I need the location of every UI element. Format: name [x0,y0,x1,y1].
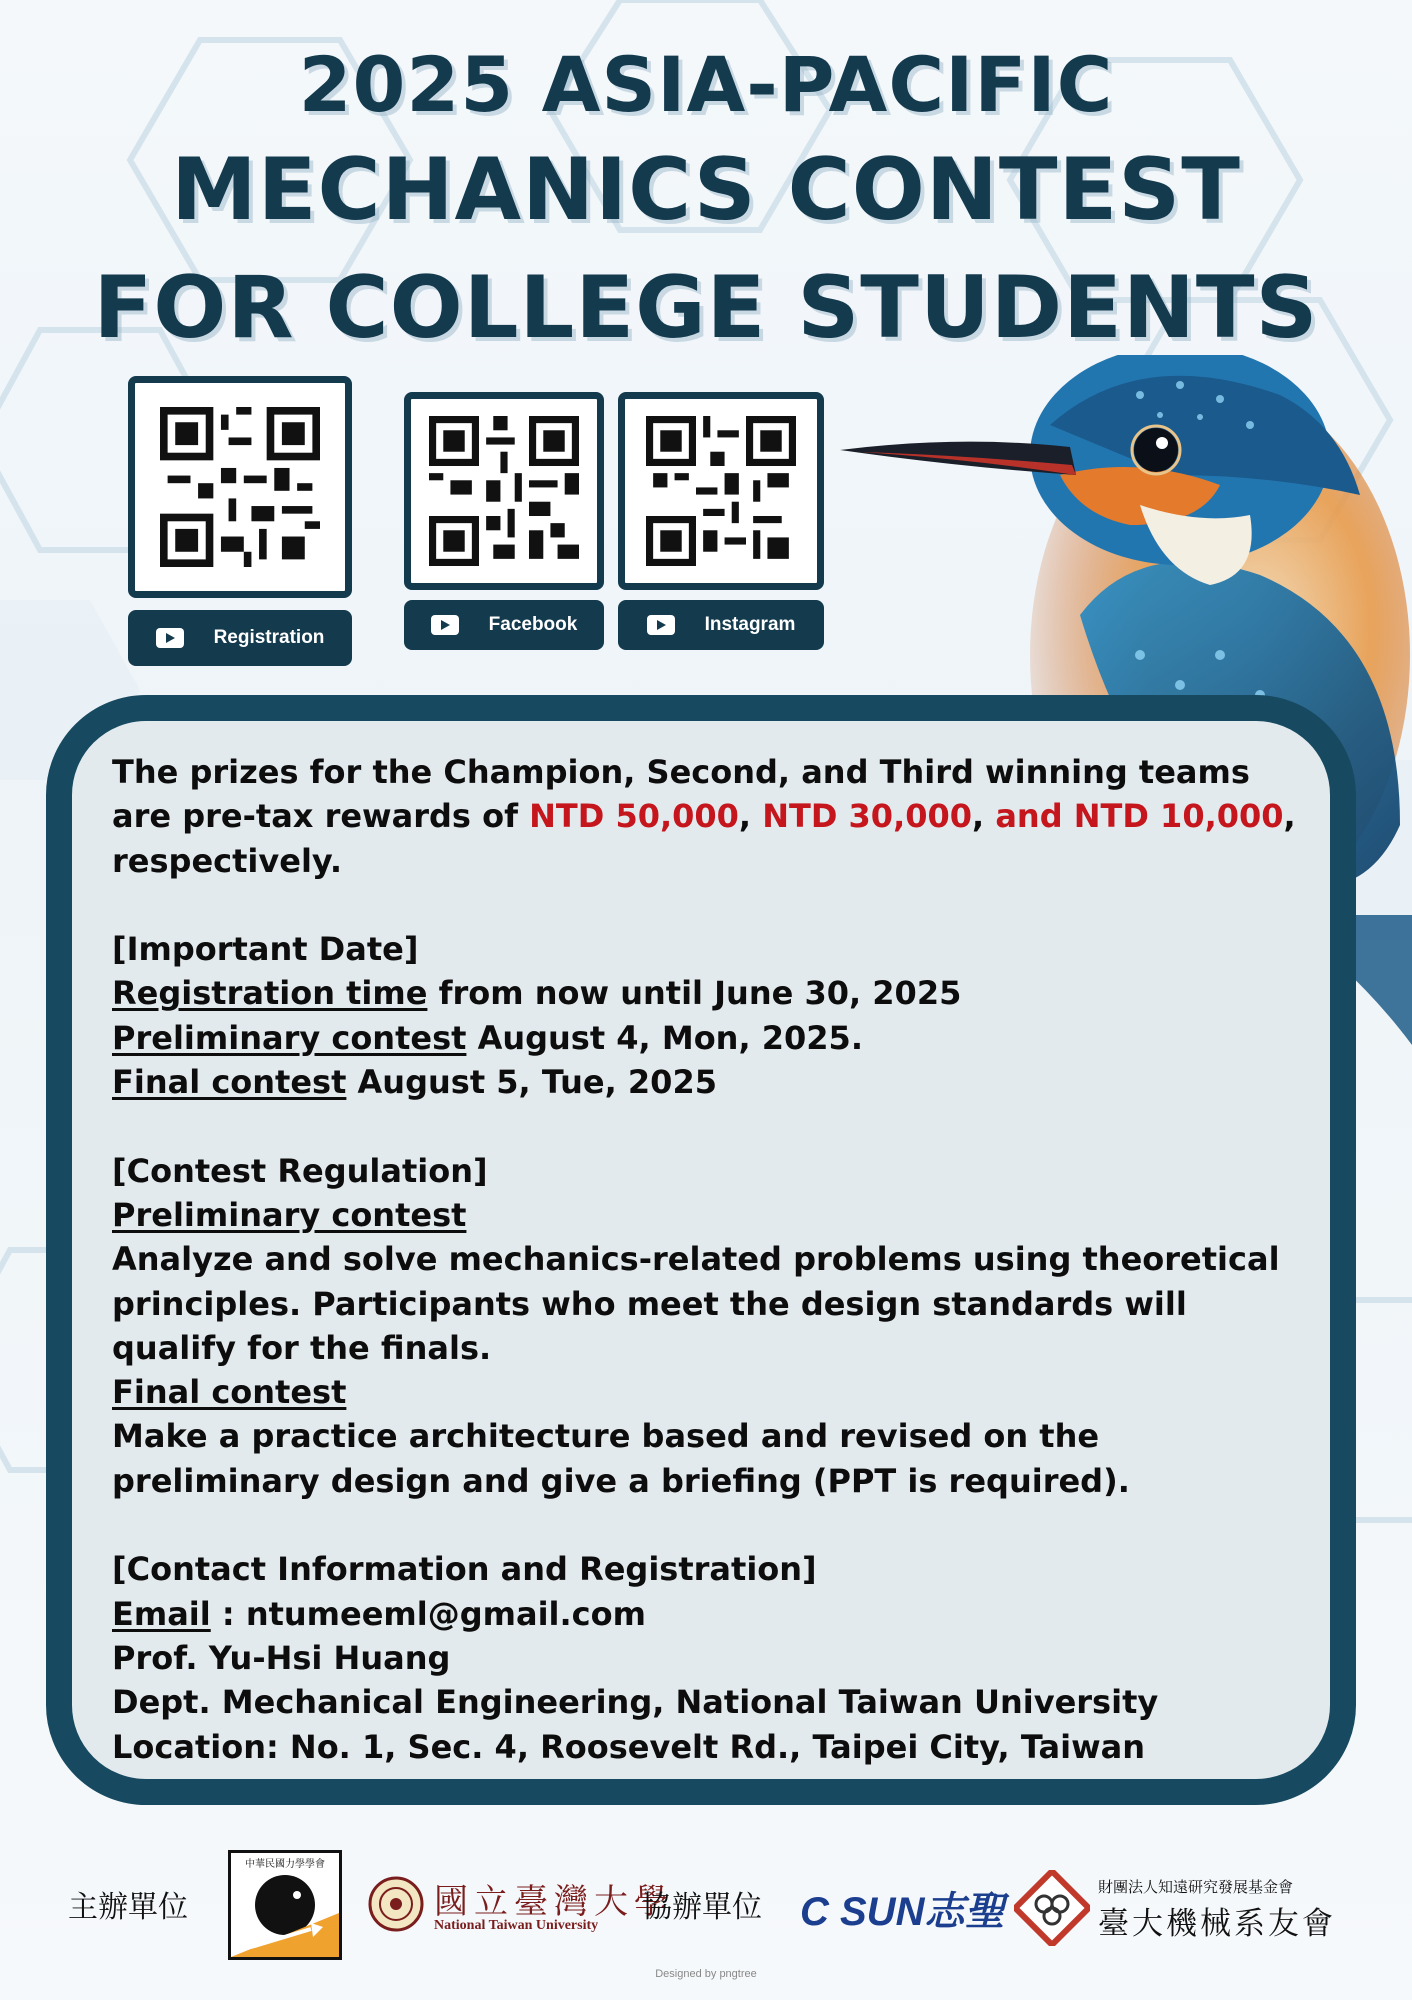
instagram-label: Instagram [704,614,796,635]
title-line-3: FOR COLLEGE STUDENTS [93,258,1319,358]
first-prize: NTD 50,000 [529,797,739,836]
final-date-label: Final contest [112,1063,347,1102]
final-date [112,1060,1312,1104]
facebook-qr-code[interactable] [404,392,604,590]
organizer-label: 主辦單位 [68,1890,188,1925]
regulation-heading: [Contest Regulation] [112,1151,488,1190]
ntu-seal-icon [368,1876,424,1932]
instagram-qr-code[interactable] [618,392,824,590]
final-label-text: Final contest [112,1373,347,1412]
prize-intro: The prizes for the Champion, Second, and Third winning teams are pre-tax rewards of [112,753,1250,836]
co-organizer-label: 協辦單位 [642,1890,762,1925]
prize-outro: , respectively. [112,797,1296,880]
society-logo-text: 中華民國力學學會 [245,1859,325,1870]
qr-pattern [429,416,579,566]
preliminary-date [112,1016,1312,1060]
footer [0,1840,1412,1970]
title-line-2: MECHANICS CONTEST [171,140,1241,240]
play-icon [647,615,675,635]
final-date-value: August 5, Tue, 2025 [346,1063,717,1102]
preliminary-label-text: Preliminary contest [112,1195,467,1234]
registration-date [112,971,1312,1015]
final-contest-label [112,1370,1312,1414]
contact-location: Location: No. 1, Sec. 4, Roosevelt Rd., Taipei City, Taiwan [112,1727,1146,1766]
play-icon [156,628,184,648]
foundation-logo [1014,1870,1090,1946]
csun-logo: C SUN志聖 [800,1890,1005,1934]
final-contest-text: Make a practice architecture based and revised on the preliminary design and give a briefing (PPT is required). [112,1417,1130,1500]
society-logo [228,1850,342,1960]
separator: , [972,797,996,836]
society-emblem [231,1853,339,1957]
ntu-name: 國立臺灣大學 [434,1882,674,1922]
alumni-association-name: 臺大機械系友會 [1098,1906,1336,1942]
preliminary-date-value: August 4, Mon, 2025. [466,1018,863,1057]
design-credit: Designed by pngtree [655,1968,757,1980]
second-prize: NTD 30,000 [762,797,973,836]
facebook-label: Facebook [488,614,578,635]
contact-department: Dept. Mechanical Engineering, National Taiwan University [112,1683,1159,1722]
third-prize: and NTD 10,000 [995,797,1284,836]
preliminary-contest-label [112,1193,1312,1237]
contact-heading: [Contact Information and Registration] [112,1550,817,1589]
email-label: Email [112,1594,211,1633]
foundation-name: 財團法人知遠研究發展基金會 [1098,1878,1294,1896]
prize-paragraph [112,750,1312,883]
facebook-button[interactable] [404,600,604,650]
info-content [112,750,1312,1769]
email-link[interactable]: : ntumeeml@gmail.com [210,1594,646,1633]
registration-button[interactable] [128,610,352,666]
preliminary-contest-text: Analyze and solve mechanics-related problems using theoretical principles. Participants who meet the design standards will qualify for the finals. [112,1240,1280,1367]
separator: , [738,797,763,836]
title-line-1: 2025 ASIA-PACIFIC [298,40,1114,129]
play-icon [431,615,459,635]
instagram-button[interactable] [618,600,824,650]
registration-date-value: from now until June 30, 2025 [427,974,962,1013]
registration-label: Registration [213,627,325,648]
qr-pattern [646,416,796,566]
qr-pattern [160,407,320,567]
contact-professor: Prof. Yu-Hsi Huang [112,1638,451,1677]
contact-email [112,1592,1312,1636]
ntu-english-name: National Taiwan University [434,1918,599,1933]
preliminary-date-label: Preliminary contest [112,1018,467,1057]
registration-qr-code[interactable] [128,376,352,598]
registration-date-label: Registration time [112,974,428,1013]
dates-heading: [Important Date] [112,930,419,969]
